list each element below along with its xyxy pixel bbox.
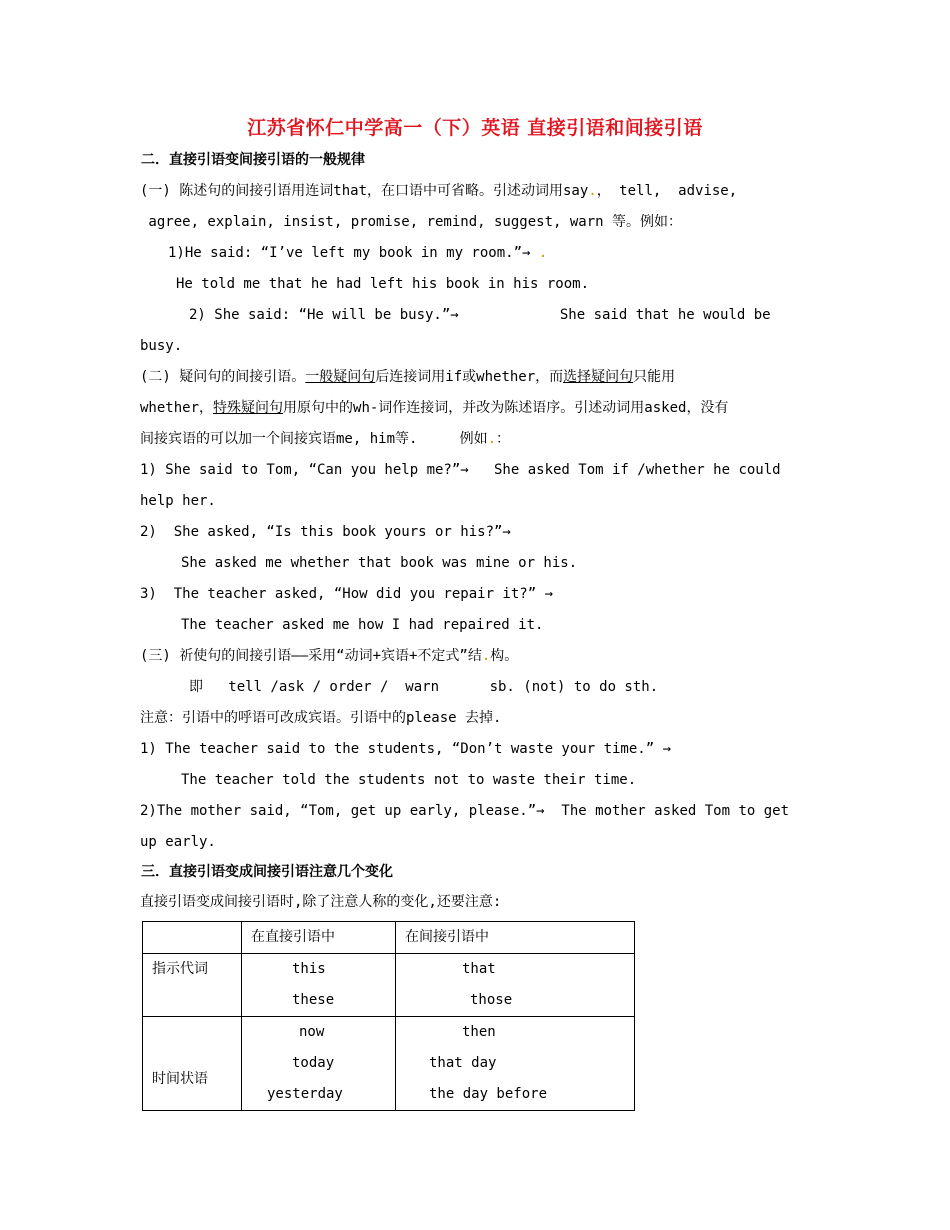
page-title: 江苏省怀仁中学高一（下）英语 直接引语和间接引语 [247,117,703,139]
example1-direct-text: 1)He said: “I’ve left my book in my room.”→ [168,245,539,261]
example1-direct [168,244,547,262]
table-cell [396,1017,635,1111]
caret-mark: . [481,648,491,664]
direct-now: now [299,1024,325,1040]
table-cell [242,1017,396,1111]
table-header-indirect: 在间接引语中 [405,929,489,945]
row-label-demonstrative: 指示代词 [152,961,208,977]
example2-direct: 2) She said: “He will be busy.”→ She said that he would be [189,307,771,323]
question-example1-wrap: help her. [140,493,216,509]
para2-line2-a: whether， [140,400,214,416]
para2-line3-tail: ： [496,431,511,447]
question-example3-answer: The teacher asked me how I had repaired it. [181,617,544,633]
example2-wrap: busy. [140,338,183,354]
underlined-term-alternative-question: 选择疑问句 [563,369,634,385]
example1-indirect: He told me that he had left his book in his room. [176,276,590,292]
table-header-cell [396,922,635,954]
caret-mark: . [588,183,597,199]
indirect-that-day: that day [429,1055,497,1071]
table-header-row [143,922,635,954]
indirect-then: then [462,1024,496,1040]
para2-line1-c: 只能用 [633,369,676,385]
imperative-example1: 1) The teacher said to the students, “Don’t waste your time.” → [140,741,672,757]
table-row [143,1017,635,1111]
section3-heading: 三．直接引语变成间接引语注意几个变化 [141,864,393,880]
table-cell [143,1017,242,1111]
para1-line1-tail: ， tell, advise, [596,183,738,199]
para2-line1 [140,368,675,386]
table-row [143,954,635,1017]
para1-line1-text: (一) 陈述句的间接引语用连词that，在口语中可省略。引述动词用say [140,183,589,199]
table-header-cell [242,922,396,954]
imperative-example2: 2)The mother said, “Tom, get up early, please.”→ The mother asked Tom to get [140,803,790,819]
para2-line1-a: (二) 疑问句的间接引语。 [140,369,306,385]
para2-line2 [140,399,728,417]
indirect-those: those [470,992,513,1008]
question-example2-answer: She asked me whether that book was mine or his. [181,555,578,571]
question-example2: 2) She asked, “Is this book yours or his?”→ [140,524,511,540]
row-label-time-adverbial: 时间状语 [152,1071,208,1087]
question-example1: 1) She said to Tom, “Can you help me?”→ She asked Tom if /whether he could [140,462,781,478]
direct-these: these [292,992,335,1008]
note-line: 注意：引语中的呼语可改成宾语。引语中的please 去掉. [140,710,502,726]
section2-heading: 二．直接引语变间接引语的一般规律 [141,152,365,168]
indirect-that: that [462,961,496,977]
para3-line1-tail: 构。 [490,648,519,664]
imperative-formula: 即 tell /ask / order / warn sb. (not) to do sth. [189,679,659,695]
para3-line1 [140,647,518,665]
table-cell [396,954,635,1017]
table-header-cell [143,922,242,954]
indirect-the-day-before: the day before [429,1086,548,1102]
table-cell [143,954,242,1017]
caret-mark: . [538,245,548,261]
para2-line2-b: 用原句中的wh-词作连接词，并改为陈述语序。引述动词用asked，没有 [283,400,729,416]
caret-mark: . [487,431,497,447]
underlined-term-special-question: 特殊疑问句 [213,400,284,416]
direct-this: this [292,961,326,977]
section3-intro: 直接引语变成间接引语时,除了注意人称的变化,还要注意: [140,894,502,910]
direct-yesterday: yesterday [267,1086,343,1102]
para1-line1 [140,182,737,200]
imperative-example1-answer: The teacher told the students not to waste their time. [181,772,637,788]
para3-line1-text: (三) 祈使句的间接引语——采用“动词+宾语+不定式”结 [140,648,482,664]
table-header-direct: 在直接引语中 [251,929,335,945]
table-cell [242,954,396,1017]
para2-line3-text: 间接宾语的可以加一个间接宾语me, him等. 例如 [140,431,488,447]
underlined-term-general-question: 一般疑问句 [305,369,376,385]
imperative-example2-wrap: up early. [140,834,216,850]
direct-today: today [292,1055,335,1071]
question-example3: 3) The teacher asked, “How did you repair it?” → [140,586,554,602]
changes-table [142,921,635,1111]
para1-line2: agree, explain, insist, promise, remind, suggest, warn 等。例如： [140,214,683,230]
para2-line3 [140,430,510,448]
para2-line1-b: 后连接词用if或whether，而 [375,369,564,385]
